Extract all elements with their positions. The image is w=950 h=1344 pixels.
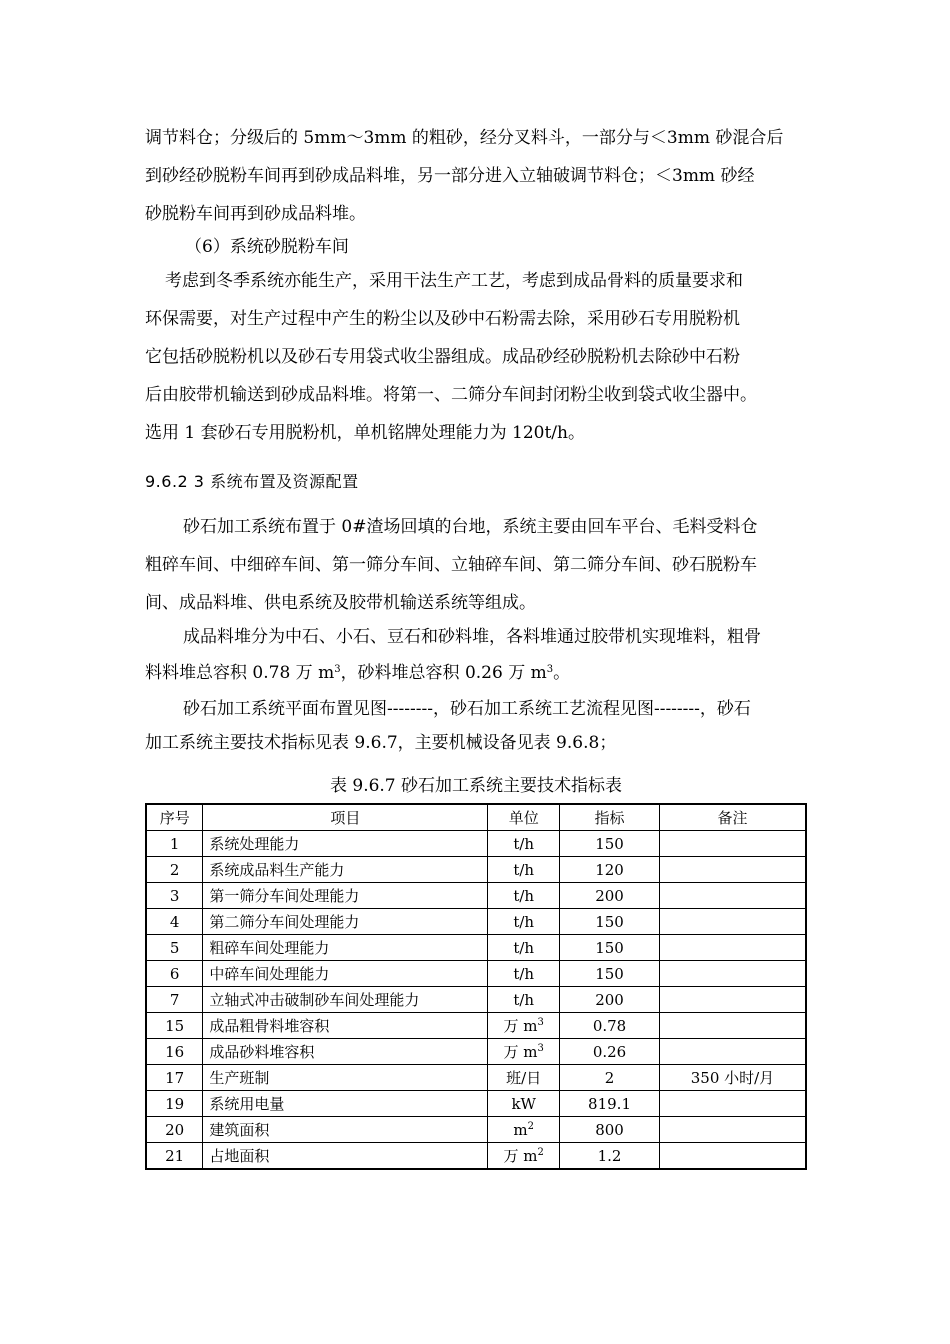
- cell-note: [659, 1117, 806, 1143]
- table-row: [146, 1143, 806, 1170]
- cell-value: 819.1: [560, 1091, 660, 1117]
- cell-item: 系统成品料生产能力: [203, 857, 488, 883]
- unit-text: t/h: [513, 834, 535, 853]
- table-header-row: [146, 804, 806, 831]
- cell-item: 粗碎车间处理能力: [203, 935, 488, 961]
- subsection-title: （6）系统砂脱粉车间: [185, 237, 349, 257]
- cell-item: 中碎车间处理能力: [203, 961, 488, 987]
- cell-value: 120: [560, 857, 660, 883]
- technical-indicators-table: [145, 803, 807, 1170]
- cell-unit: [488, 1091, 560, 1117]
- cell-note: [659, 831, 806, 857]
- cell-unit: [488, 883, 560, 909]
- paragraph-line: 环保需要，对生产过程中产生的粉尘以及砂中石粉需去除，采用砂石专用脱粉机: [145, 309, 740, 329]
- table-row: [146, 987, 806, 1013]
- unit-text: t/h: [513, 990, 535, 1009]
- cell-unit: [488, 1117, 560, 1143]
- table-row: [146, 1013, 806, 1039]
- unit-text: 万 m: [503, 1017, 538, 1035]
- cell-item: 建筑面积: [203, 1117, 488, 1143]
- unit-text: 万 m: [503, 1043, 538, 1061]
- cell-value: 2: [560, 1065, 660, 1091]
- paragraph-line: 间、成品料堆、供电系统及胶带机输送系统等组成。: [145, 593, 536, 613]
- unit-superscript: 3: [537, 1043, 544, 1054]
- header-value: 指标: [560, 804, 660, 831]
- cell-note: [659, 987, 806, 1013]
- cell-no: 19: [146, 1091, 203, 1117]
- cell-note: [659, 1091, 806, 1117]
- paragraph-line: 砂脱粉车间再到砂成品料堆。: [145, 204, 366, 224]
- cell-value: 800: [560, 1117, 660, 1143]
- cell-no: 3: [146, 883, 203, 909]
- paragraph-line: 粗碎车间、中细碎车间、第一筛分车间、立轴碎车间、第二筛分车间、砂石脱粉车: [145, 555, 757, 575]
- cell-no: 5: [146, 935, 203, 961]
- unit-superscript: 2: [527, 1120, 534, 1132]
- table-row: [146, 883, 806, 909]
- cell-no: 21: [146, 1143, 203, 1170]
- cell-value: 200: [560, 987, 660, 1013]
- table-row: [146, 1117, 806, 1143]
- header-unit: 单位: [488, 804, 560, 831]
- paragraph-line: 调节料仓；分级后的 5mm～3mm 的粗砂，经分叉料斗，一部分与＜3mm 砂混合后: [145, 128, 784, 148]
- cell-value: 150: [560, 961, 660, 987]
- table-row: [146, 857, 806, 883]
- cell-no: 15: [146, 1013, 203, 1039]
- text-run: 。: [553, 663, 571, 683]
- cell-unit: [488, 1013, 560, 1039]
- cell-note: [659, 857, 806, 883]
- cell-unit: [488, 1143, 560, 1170]
- table-row: [146, 831, 806, 857]
- cell-note: [659, 1013, 806, 1039]
- table-row: [146, 961, 806, 987]
- cell-value: 150: [560, 935, 660, 961]
- cell-item: 立轴式冲击破制砂车间处理能力: [203, 987, 488, 1013]
- cell-unit: [488, 1065, 560, 1091]
- cell-unit: [488, 987, 560, 1013]
- cell-item: 第二筛分车间处理能力: [203, 909, 488, 935]
- paragraph-line: 它包括砂脱粉机以及砂石专用袋式收尘器组成。成品砂经砂脱粉机去除砂中石粉: [145, 347, 740, 367]
- paragraph-line: 砂石加工系统布置于 0#渣场回填的台地，系统主要由回车平台、毛料受料仓: [183, 517, 758, 537]
- cell-unit: [488, 909, 560, 935]
- table-row: [146, 909, 806, 935]
- text-run: ，砂料堆总容积 0.26 万 m: [340, 663, 547, 683]
- paragraph-line: 考虑到冬季系统亦能生产，采用干法生产工艺，考虑到成品骨料的质量要求和: [165, 271, 743, 291]
- unit-text: t/h: [513, 912, 535, 931]
- cell-no: 7: [146, 987, 203, 1013]
- unit-text: 万 m: [503, 1147, 538, 1165]
- unit-text: t/h: [513, 860, 535, 879]
- paragraph-line: 加工系统主要技术指标见表 9.6.7，主要机械设备见表 9.6.8；: [145, 733, 617, 753]
- cell-no: 6: [146, 961, 203, 987]
- cell-item: 第一筛分车间处理能力: [203, 883, 488, 909]
- cell-note: [659, 883, 806, 909]
- cell-item: 成品砂料堆容积: [203, 1039, 488, 1065]
- unit-text: kW: [511, 1094, 536, 1113]
- cell-no: 17: [146, 1065, 203, 1091]
- cell-note: [659, 935, 806, 961]
- cell-item: 系统处理能力: [203, 831, 488, 857]
- unit-text: t/h: [513, 938, 535, 957]
- text-run: 料料堆总容积 0.78 万 m: [145, 663, 335, 683]
- cell-unit: [488, 961, 560, 987]
- unit-text: 班/日: [506, 1069, 542, 1087]
- cell-note: [659, 1143, 806, 1170]
- cell-note: 350 小时/月: [659, 1065, 806, 1091]
- table-row: [146, 1091, 806, 1117]
- cell-no: 20: [146, 1117, 203, 1143]
- table-row: [146, 935, 806, 961]
- cell-unit: [488, 857, 560, 883]
- cell-no: 2: [146, 857, 203, 883]
- cell-value: 200: [560, 883, 660, 909]
- table-body: [146, 831, 806, 1170]
- paragraph-line: 砂石加工系统平面布置见图--------，砂石加工系统工艺流程见图--------，砂石: [183, 699, 751, 719]
- cell-item: 成品粗骨料堆容积: [203, 1013, 488, 1039]
- cell-value: 150: [560, 831, 660, 857]
- paragraph-line: 成品料堆分为中石、小石、豆石和砂料堆，各料堆通过胶带机实现堆料，粗骨: [183, 627, 761, 647]
- cell-unit: [488, 1039, 560, 1065]
- header-item: 项目: [203, 804, 488, 831]
- table-caption: 表 9.6.7 砂石加工系统主要技术指标表: [329, 776, 623, 796]
- cell-value: 1.2: [560, 1143, 660, 1170]
- cell-unit: [488, 831, 560, 857]
- paragraph-line: 选用 1 套砂石专用脱粉机，单机铭牌处理能力为 120t/h。: [145, 423, 585, 443]
- cell-item: 生产班制: [203, 1065, 488, 1091]
- cell-value: 150: [560, 909, 660, 935]
- unit-superscript: 3: [537, 1017, 544, 1028]
- unit-text: m: [513, 1120, 528, 1139]
- unit-text: t/h: [513, 964, 535, 983]
- cell-unit: [488, 935, 560, 961]
- cell-no: 16: [146, 1039, 203, 1065]
- superscript: 3: [546, 664, 554, 675]
- superscript: 3: [334, 664, 341, 675]
- cell-no: 1: [146, 831, 203, 857]
- cell-value: 0.26: [560, 1039, 660, 1065]
- section-heading: 9.6.2 3 系统布置及资源配置: [145, 472, 359, 491]
- cell-no: 4: [146, 909, 203, 935]
- paragraph-line: [145, 654, 815, 692]
- paragraph-line: 后由胶带机输送到砂成品料堆。将第一、二筛分车间封闭粉尘收到袋式收尘器中。: [145, 385, 757, 405]
- header-no: 序号: [146, 804, 203, 831]
- cell-note: [659, 1039, 806, 1065]
- unit-text: t/h: [513, 886, 535, 905]
- cell-item: 系统用电量: [203, 1091, 488, 1117]
- cell-value: 0.78: [560, 1013, 660, 1039]
- table-row: [146, 1039, 806, 1065]
- header-note: 备注: [659, 804, 806, 831]
- unit-superscript: 2: [537, 1147, 544, 1158]
- cell-note: [659, 909, 806, 935]
- cell-note: [659, 961, 806, 987]
- table-row: [146, 1065, 806, 1091]
- paragraph-line: 到砂经砂脱粉车间再到砂成品料堆，另一部分进入立轴破调节料仓；＜3mm 砂经: [145, 166, 755, 186]
- cell-item: 占地面积: [203, 1143, 488, 1170]
